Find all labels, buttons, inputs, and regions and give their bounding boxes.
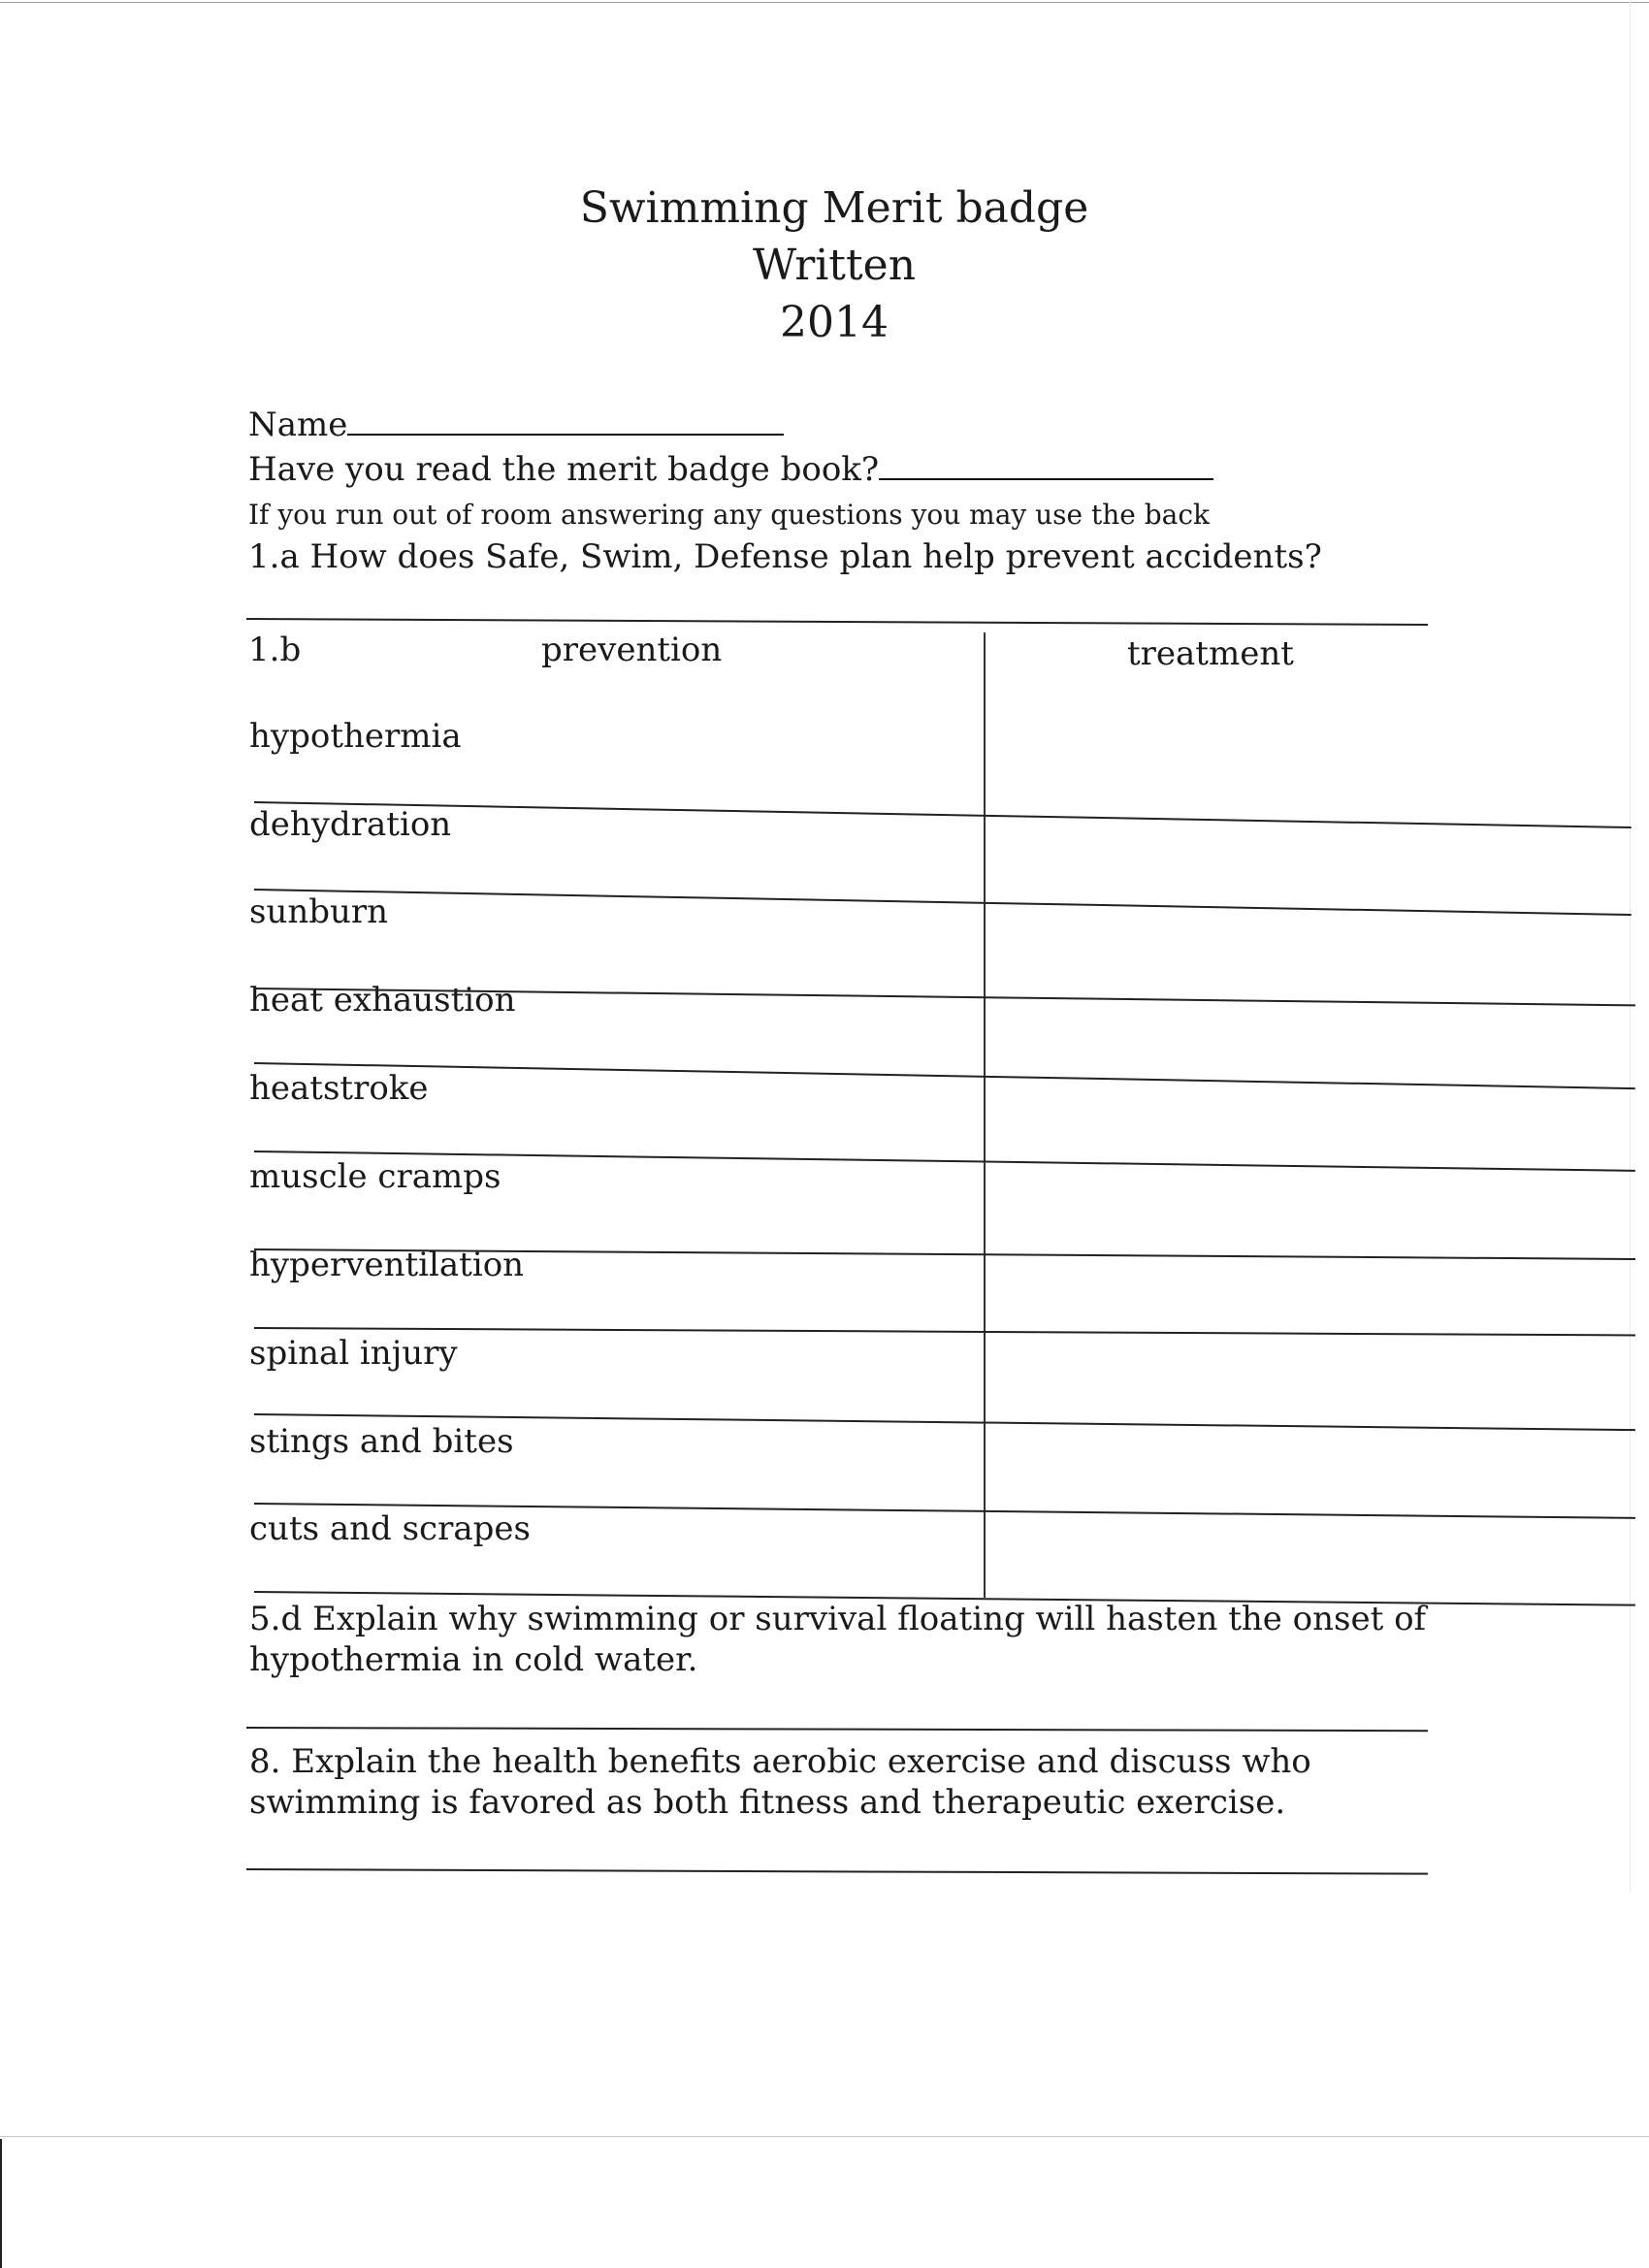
page-title: Swimming Merit badge (579, 183, 1089, 233)
row-label-spinal-injury: spinal injury (249, 1334, 458, 1373)
row-label-stings-and-bites: stings and bites (249, 1422, 514, 1461)
row-label-hypothermia: hypothermia (249, 717, 462, 756)
question-5d: 5.d Explain why swimming or survival floating will hasten the onset of hypothermia in cold water. (249, 1600, 1427, 1679)
row-label-dehydration: dehydration (249, 805, 452, 844)
name-field[interactable] (248, 405, 784, 444)
scan-top-edge (0, 2, 1649, 3)
table-column-divider (984, 632, 986, 1598)
answer-line-1a[interactable] (246, 618, 1428, 626)
row-label-sunburn: sunburn (249, 892, 389, 931)
row-separator (254, 1327, 1635, 1336)
question-8: 8. Explain the health benefits aerobic exercise and discuss who swimming is favored as both fitness and therapeutic exercise. (249, 1742, 1311, 1822)
column-header-treatment: treatment (1127, 634, 1294, 673)
row-label-hyperventilation: hyperventilation (249, 1246, 525, 1284)
name-blank[interactable] (347, 428, 784, 436)
instructions-note: If you run out of room answering any questions you may use the back (248, 499, 1211, 531)
row-label-cuts-and-scrapes: cuts and scrapes (249, 1509, 531, 1548)
row-label-heat-exhaustion: heat exhaustion (249, 981, 516, 1020)
read-book-blank[interactable] (879, 472, 1213, 480)
row-separator (254, 801, 1632, 828)
table-number: 1.b (248, 631, 302, 669)
column-header-prevention: prevention (541, 631, 723, 669)
row-separator (254, 889, 1632, 916)
page-year: 2014 (780, 298, 889, 347)
row-separator (254, 1062, 1635, 1089)
row-label-muscle-cramps: muscle cramps (249, 1157, 501, 1196)
page-subtitle: Written (752, 241, 917, 290)
row-label-heatstroke: heatstroke (249, 1069, 429, 1108)
scan-bottom-edge (0, 2136, 1649, 2137)
read-book-label: Have you read the merit badge book? (248, 450, 880, 489)
answer-line-8[interactable] (246, 1868, 1428, 1875)
scan-left-bar (0, 2139, 2, 2268)
name-label: Name (248, 405, 348, 444)
answer-line-5d[interactable] (246, 1727, 1428, 1732)
question-1a: 1.a How does Safe, Swim, Defense plan help prevent accidents? (248, 537, 1322, 576)
read-book-field[interactable] (248, 450, 1213, 489)
